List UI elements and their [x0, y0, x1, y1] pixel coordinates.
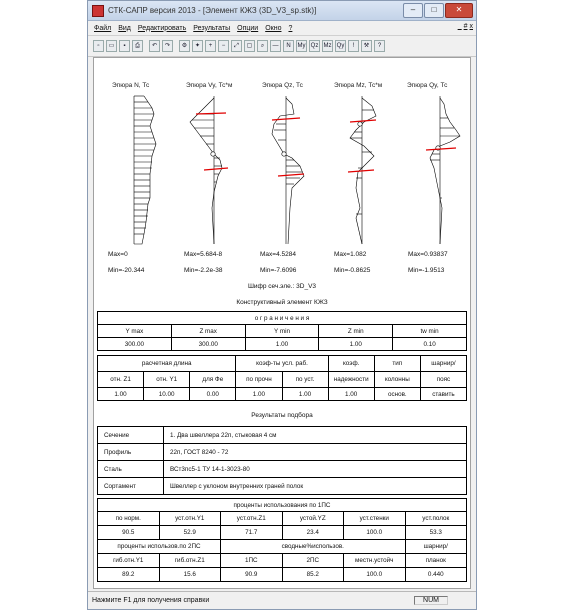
usage-col: уст.отн.Z1: [221, 512, 283, 526]
param-col: пояс: [420, 372, 466, 388]
param-col: колонны: [374, 372, 420, 388]
usage2-value: 15.6: [159, 568, 221, 582]
usage-col: по норм.: [98, 512, 160, 526]
param-col: отн. Y1: [144, 372, 190, 388]
param-value: 0.00: [190, 388, 236, 401]
app-icon: [92, 5, 104, 17]
limit-col: tw min: [393, 325, 467, 338]
limit-col: Z max: [171, 325, 245, 338]
epure-my-button[interactable]: My: [296, 40, 307, 52]
print-icon[interactable]: ⎙: [132, 40, 143, 52]
usage-col: уст.полок: [405, 512, 467, 526]
app-window: [87, 0, 477, 610]
menu-view[interactable]: Вид: [118, 24, 131, 32]
minimize-button[interactable]: –: [403, 3, 423, 18]
param-col: надежности: [328, 372, 374, 388]
selection-title: Результаты подбора: [251, 412, 313, 419]
usage-col: устой.YZ: [282, 512, 344, 526]
limit-value: 300.00: [171, 338, 245, 351]
help-icon[interactable]: ?: [374, 40, 385, 52]
usage2-col: планок: [405, 554, 467, 568]
epure-my-min: Min=-2.2e-38: [184, 267, 223, 274]
selection-label: Сортамент: [98, 478, 164, 495]
redo-icon[interactable]: ↷: [162, 40, 173, 52]
epure-n-title: Эпюра N, Тс: [112, 82, 150, 89]
stress-icon[interactable]: ✦: [192, 40, 203, 52]
usage-value: 52.9: [159, 526, 221, 540]
param-value: 1.00: [328, 388, 374, 401]
new-file-icon[interactable]: ▫: [93, 40, 104, 52]
epure-n-button[interactable]: N: [283, 40, 294, 52]
param-col: для Фе: [190, 372, 236, 388]
menu-help[interactable]: ?: [288, 24, 293, 32]
epure-my-plot: [190, 96, 228, 244]
epure-qy-button[interactable]: Qy: [335, 40, 346, 52]
usage-value: 23.4: [282, 526, 344, 540]
param-group: шарнир/: [420, 356, 466, 372]
usage-value: 53.3: [405, 526, 467, 540]
limit-col: Z min: [319, 325, 393, 338]
params-table: [97, 355, 467, 401]
epure-mz-plot: [348, 96, 376, 244]
selection-label: Сечение: [98, 427, 164, 444]
epure-mz-min: Min=-0.8625: [334, 267, 371, 274]
epure-qz-plot: [272, 96, 304, 244]
epure-qz-button[interactable]: Qz: [309, 40, 320, 52]
limits-table: [97, 311, 467, 351]
param-group: расчетная длина: [98, 356, 236, 372]
section-cipher: Шифр сеч.эле.: 3D_V3: [247, 283, 317, 290]
epure-qy-plot: [426, 96, 460, 244]
zoom-out-icon[interactable]: −: [218, 40, 229, 52]
select-icon[interactable]: ▢: [244, 40, 255, 52]
limit-value: 1.00: [245, 338, 319, 351]
selection-value: ВСт3пс5-1 ТУ 14-1-3023-80: [164, 461, 467, 478]
epure-n-min: Min=-20.344: [108, 267, 145, 274]
selection-label: Сталь: [98, 461, 164, 478]
menu-bar: [88, 21, 476, 36]
param-value: 1.00: [282, 388, 328, 401]
limits-header: о г р а н и ч е н и я: [98, 312, 467, 325]
status-message: Нажмите F1 для получения справки: [92, 597, 210, 604]
menu-options[interactable]: Опции: [237, 24, 259, 32]
param-value: ставить: [420, 388, 466, 401]
undo-icon[interactable]: ↶: [149, 40, 160, 52]
mdi-restore-button[interactable]: #: [463, 23, 468, 30]
info-icon[interactable]: !: [348, 40, 359, 52]
limit-col: Y min: [245, 325, 319, 338]
calc-icon[interactable]: ⚙: [179, 40, 190, 52]
menu-results[interactable]: Результаты: [193, 24, 231, 32]
save-icon[interactable]: ▪: [119, 40, 130, 52]
find-icon[interactable]: ⌕: [257, 40, 268, 52]
param-col: по прочн: [236, 372, 282, 388]
limit-value: 1.00: [319, 338, 393, 351]
usage-header: проценты использования по 1ПС: [98, 499, 467, 512]
close-button[interactable]: ✕: [445, 3, 473, 18]
param-value: основ.: [374, 388, 420, 401]
usage2-col: 2ПС: [282, 554, 344, 568]
param-value: 10.00: [144, 388, 190, 401]
fit-icon[interactable]: ⤢: [231, 40, 242, 52]
param-group: тип: [374, 356, 420, 372]
usage2-value: 85.2: [282, 568, 344, 582]
epure-diagrams: [94, 58, 470, 288]
param-col: по уст.: [282, 372, 328, 388]
menu-edit[interactable]: Редактировать: [137, 24, 187, 32]
param-value: 1.00: [98, 388, 144, 401]
usage2-col: гиб.отн.Z1: [159, 554, 221, 568]
epure-qz-max: Max=4.5284: [260, 251, 296, 258]
maximize-button[interactable]: □: [424, 3, 444, 18]
limit-value: 300.00: [98, 338, 172, 351]
usage2-col: гиб.отн.Y1: [98, 554, 160, 568]
usage-value: 71.7: [221, 526, 283, 540]
constructive-title: Конструктивный элемент КЖЗ: [236, 299, 328, 306]
settings-icon[interactable]: ⚒: [361, 40, 372, 52]
title-bar: [88, 1, 476, 21]
param-group: коэф-ты усл. раб.: [236, 356, 328, 372]
epure-n-max: Max=0: [108, 251, 128, 258]
param-value: 1.00: [236, 388, 282, 401]
epure-my-title: Эпюра Vy, Тс*м: [186, 82, 233, 89]
minus-icon[interactable]: —: [270, 40, 281, 52]
epure-n-plot: [134, 96, 156, 244]
selection-table: [97, 426, 467, 495]
usage-value: 100.0: [344, 526, 406, 540]
zoom-in-icon[interactable]: +: [205, 40, 216, 52]
usage-col: уст.стенки: [344, 512, 406, 526]
open-file-icon[interactable]: ▭: [106, 40, 117, 52]
usage2-left-header: проценты использов.по 2ПС: [98, 540, 221, 554]
limit-value: 0.10: [393, 338, 467, 351]
usage-table: [97, 498, 467, 582]
toolbar: [88, 36, 476, 57]
usage2-value: 89.2: [98, 568, 160, 582]
epure-mz-max: Max=1.082: [334, 251, 367, 258]
usage-value: 90.5: [98, 526, 160, 540]
selection-label: Профиль: [98, 444, 164, 461]
epure-plots: [94, 58, 470, 248]
epure-qy-max: Max=0.93837: [408, 251, 448, 258]
num-lock-indicator: NUM: [414, 596, 448, 605]
status-bar: [88, 591, 476, 609]
epure-qy-min: Min=-1.9513: [408, 267, 445, 274]
mdi-minimize-button[interactable]: _: [457, 23, 462, 30]
usage2-right-header: шарнир/: [405, 540, 467, 554]
usage2-col: 1ПС: [221, 554, 283, 568]
selection-value: 1. Два швеллера 22п, стыковая 4 см: [164, 427, 467, 444]
document-view: [93, 57, 471, 589]
usage2-col: местн.устойч: [344, 554, 406, 568]
usage2-value: 100.0: [344, 568, 406, 582]
usage2-value: 90.9: [221, 568, 283, 582]
usage-col: уст.отн.Y1: [159, 512, 221, 526]
menu-file[interactable]: Файл: [94, 24, 112, 32]
usage2-value: 0.440: [405, 568, 467, 582]
param-col: отн. Z1: [98, 372, 144, 388]
menu-window[interactable]: Окно: [265, 24, 282, 32]
selection-value: Швеллер с уклоном внутренних граней полок: [164, 478, 467, 495]
epure-qz-min: Min=-7.6096: [260, 267, 297, 274]
limit-col: Y max: [98, 325, 172, 338]
selection-value: 22п, ГОСТ 8240 - 72: [164, 444, 467, 461]
mdi-close-button[interactable]: x: [469, 23, 473, 30]
epure-qz-title: Эпюра Qz, Тс: [262, 82, 303, 89]
epure-my-max: Max=5.684-8: [184, 251, 223, 258]
epure-mz-button[interactable]: Mz: [322, 40, 333, 52]
usage2-mid-header: сводные%использов.: [221, 540, 406, 554]
epure-mz-title: Эпюра Mz, Тс*м: [334, 82, 383, 89]
window-title: СТК-САПР версия 2013 - [Элемент КЖЗ (3D_V3_sp.stk)]: [108, 6, 317, 15]
param-group: коэф.: [328, 356, 374, 372]
epure-qy-title: Эпюра Qy, Тс: [407, 82, 448, 89]
